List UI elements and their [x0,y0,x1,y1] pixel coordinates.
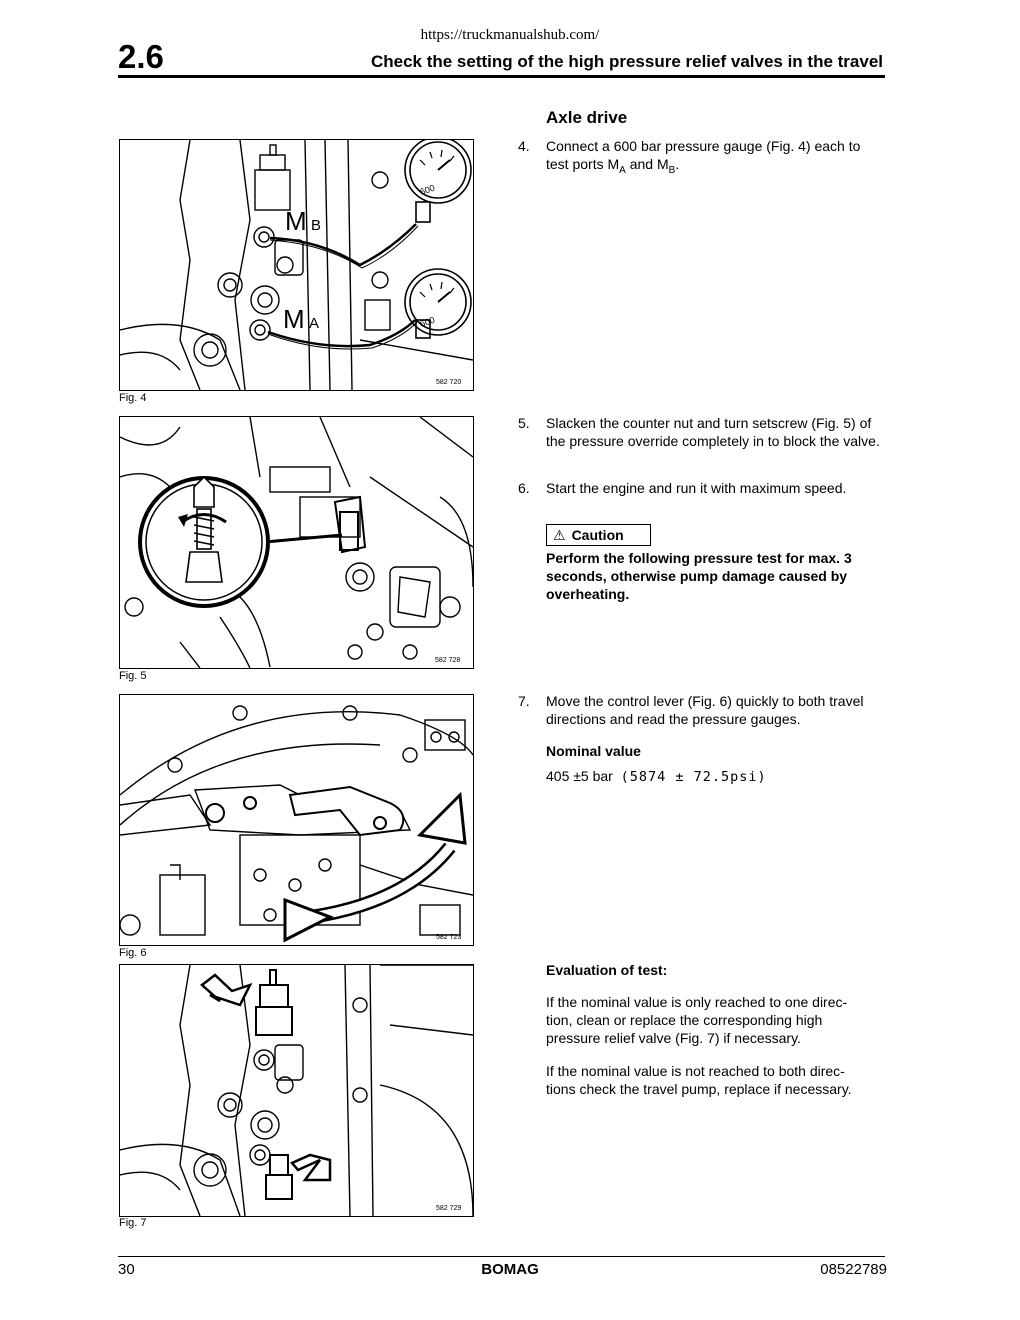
gauge-scale-top: 600 [418,182,437,198]
step-4-text: Connect a 600 bar pressure gauge (Fig. 4) each to test ports $M_A$ and $M_B$. [546,138,861,176]
figure-4-code: 582 720 [436,379,462,386]
subheading-axle-drive: Axle drive [546,108,628,127]
section-number: 2.6 [118,38,164,75]
figure-4-caption: Fig. 4 [119,392,147,404]
figure-7 [119,964,474,1217]
figure-5-caption: Fig. 5 [119,670,147,682]
footer-rule [118,1256,885,1257]
evaluation-heading: Evaluation of test: [546,962,668,978]
figure-6-caption: Fig. 6 [119,947,147,959]
figure-5-code: 582 728 [435,657,461,664]
section-title: Check the setting of the high pressure relief valves in the travel [370,52,883,71]
figure-7-caption: Fig. 7 [119,1217,147,1229]
step-5-number: 5. [518,415,530,431]
footer-brand: BOMAG [481,1261,539,1278]
svg-text:B: B [311,217,322,234]
step-7-number: 7. [518,693,530,709]
figure-6-code: 582 723 [436,934,462,941]
step-4 [518,137,886,180]
evaluation-paragraph-2: If the nominal value is not reached to both direc- tions check the travel pump, replace if necessary. [546,1063,852,1097]
nominal-value: 405 ±5 bar (5874 ± 72.5psi) [546,768,767,785]
step-7-text: Move the control lever (Fig. 6) quickly to both travel directions and read the pressure gauges. [546,693,864,727]
figure-6-drawing [120,695,473,945]
figure-7-code: 582 729 [436,1205,462,1212]
gauge-scale-bottom: 600 [418,314,437,330]
step-6 [518,479,886,497]
figure-7-drawing [120,965,473,1216]
step-6-number: 6. [518,480,530,496]
svg-text:A: A [309,315,320,332]
document-number: 08522789 [820,1261,887,1278]
evaluation-paragraph-1: If the nominal value is only reached to one direc- tion, clean or replace the corresponding high pressure relief valve (Fig. 7) if necessary. [546,994,848,1046]
warning-triangle-icon: ⚠ [553,527,566,543]
figure-5 [119,416,474,669]
caution-label: ⚠ Caution [546,524,651,546]
step-6-text: Start the engine and run it with maximum speed. [546,480,847,496]
figure-5-drawing [120,417,473,668]
figure-4 [119,139,474,391]
nominal-heading: Nominal value [546,743,641,759]
step-7 [518,692,886,728]
figure-6 [119,694,474,946]
step-5 [518,414,886,450]
page-number: 30 [118,1261,135,1278]
step-4-number: 4. [518,138,530,154]
label-ma: M [283,304,305,334]
caution-text: Perform the following pressure test for max. 3 seconds, otherwise pump damage caused by overheating. [546,550,852,602]
label-mb: M [285,206,307,236]
figure-4-drawing [120,140,473,390]
header-rule [118,75,885,78]
step-5-text: Slacken the counter nut and turn setscrew (Fig. 5) of the pressure override completely in to block the valve. [546,415,880,449]
source-url[interactable]: https://truckmanualshub.com/ [420,27,600,43]
